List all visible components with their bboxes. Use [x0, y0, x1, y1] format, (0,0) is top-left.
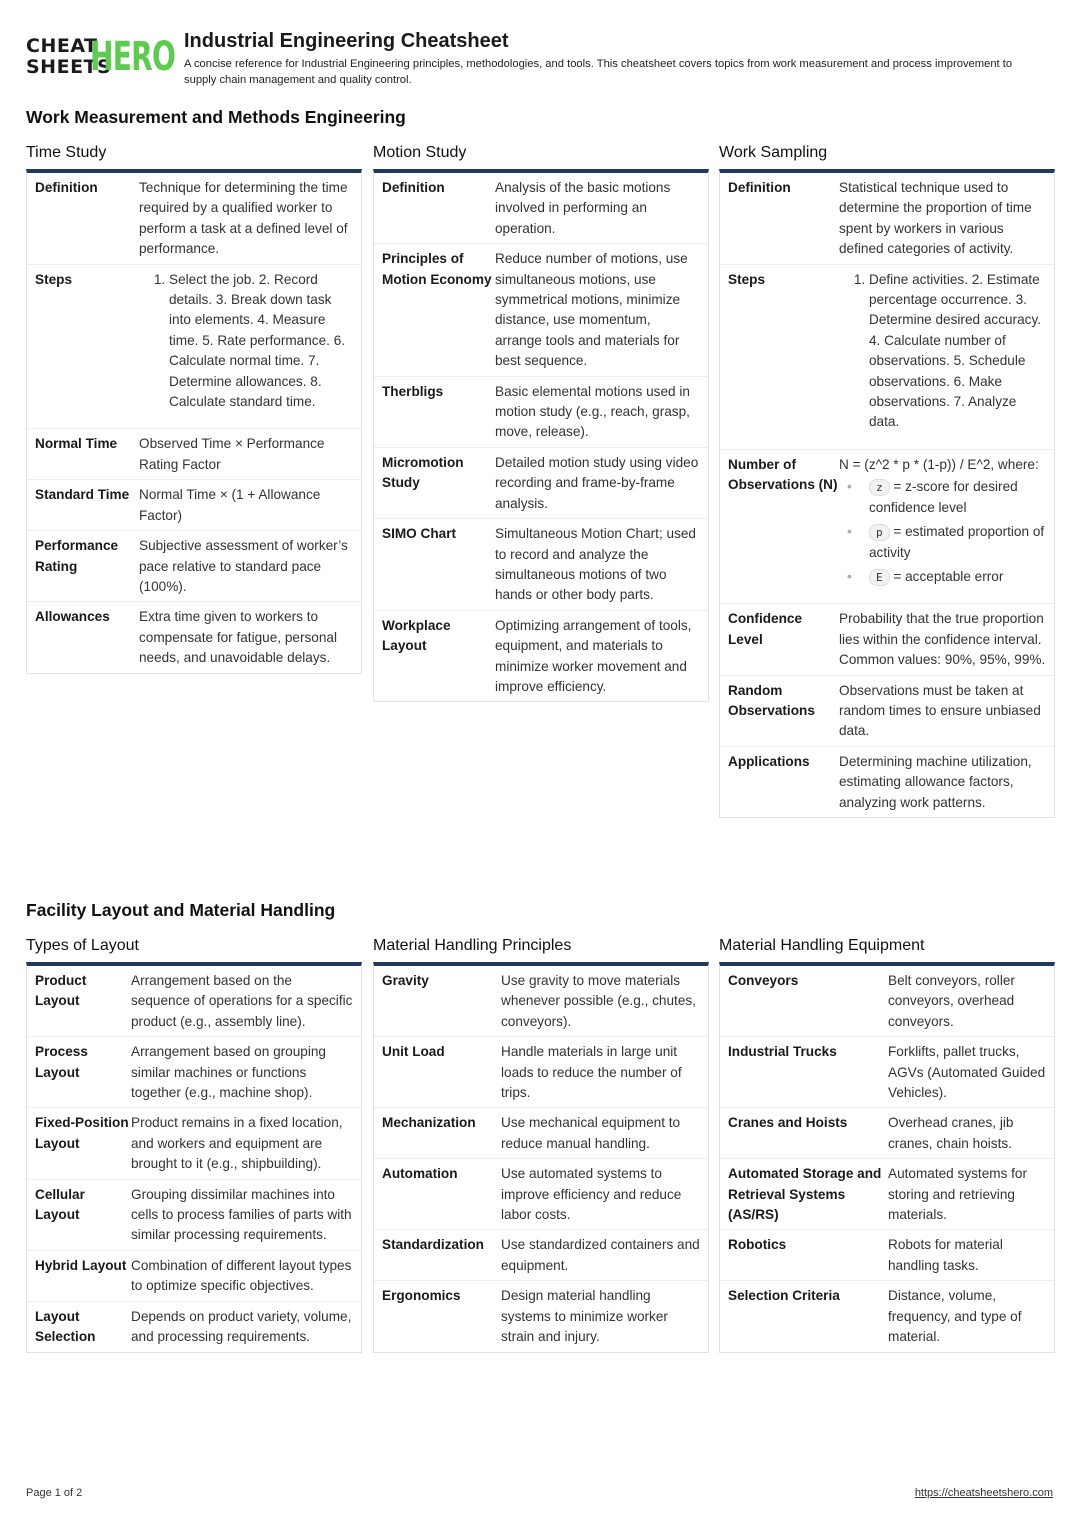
card-title: Motion Study [373, 144, 467, 161]
row-term: SIMO Chart [382, 526, 457, 542]
row-term: Definition [382, 180, 445, 195]
variable-description: = estimated proportion of activity [869, 524, 1045, 560]
table-row [720, 1159, 1054, 1230]
row-term: Cellular Layout [35, 1186, 85, 1223]
table-row [27, 1108, 361, 1179]
row-description: Determining machine utilization, estimating allowance factors, analyzing work patterns. [839, 753, 1032, 810]
row-term: Principles of Motion Economy [382, 251, 492, 287]
row-term: Process Layout [35, 1044, 88, 1080]
row-term: Therbligs [382, 383, 444, 399]
row-term: Gravity [382, 973, 429, 988]
table-row [374, 1037, 708, 1108]
table-row [27, 265, 361, 430]
row-description: Optimizing arrangement of tools, equipment, and materials to minimize worker movement and improve efficiency. [495, 617, 692, 694]
table-row [720, 265, 1054, 450]
table-row [374, 966, 708, 1037]
table-row [720, 173, 1054, 265]
card-title: Material Handling Equipment [719, 937, 925, 954]
site-link[interactable]: https://cheatsheetshero.com [914, 1487, 1053, 1499]
row-description: Statistical technique used to determine the proportion of time spent by workers in various defined categories of activity. [839, 180, 1032, 257]
row-term: Steps [728, 271, 766, 287]
row-description: Combination of different layout types to optimize specific objectives. [131, 1257, 352, 1294]
card-material-handling-principles [373, 936, 709, 1353]
row-description: Forklifts, pallet trucks, AGVs (Automated Guided Vehicles). [888, 1044, 1046, 1101]
row-description: Reduce number of motions, use simultaneous motions, use symmetrical motions, minimize distance, use momentum, arrange tools and materials for best sequence. [495, 251, 688, 369]
card-material-handling-equipment [719, 936, 1055, 1353]
row-description: Observed Time × Performance Rating Factor [139, 436, 325, 472]
table-row [374, 1281, 708, 1351]
card-table [26, 962, 362, 1353]
row-term: Robotics [728, 1237, 787, 1253]
row-term: Applications [728, 753, 810, 769]
row-term: Confidence Level [728, 611, 803, 647]
row-description: Design material handling systems to minimize worker strain and injury. [501, 1288, 668, 1345]
row-term: Standard Time [35, 487, 130, 503]
row-description: Extra time given to workers to compensate for fatigue, personal needs, and unavoidable delays. [139, 609, 337, 666]
table-row [374, 1159, 708, 1230]
section-title-work-measurement: Work Measurement and Methods Engineering [26, 107, 406, 127]
row-description: Arrangement based on the sequence of operations for a specific product (e.g., assembly line). [131, 973, 353, 1029]
row-description [839, 455, 1046, 591]
card-table [719, 962, 1055, 1353]
row-term: Automation [382, 1166, 458, 1182]
card-work-sampling [719, 143, 1055, 818]
row-description [839, 270, 1046, 433]
row-term: Normal Time [35, 436, 118, 452]
row-description: Technique for determining the time required by a qualified worker to perform a task at a defined level of performance. [139, 180, 348, 257]
card-title: Material Handling Principles [373, 937, 572, 954]
row-description: Automated systems for storing and retrieving materials. [888, 1166, 1028, 1223]
table-row [374, 611, 708, 702]
row-description: Arrangement based on grouping similar machines or functions together (e.g., machine shop). [131, 1044, 326, 1101]
table-row [374, 173, 708, 244]
card-title: Work Sampling [719, 144, 828, 161]
row-term: Fixed-Position Layout [35, 1115, 129, 1151]
table-row [720, 450, 1054, 604]
row-term: Unit Load [382, 1044, 445, 1060]
row-description: Simultaneous Motion Chart; used to record and analyze the simultaneous motions of two hands or other body parts. [495, 526, 696, 603]
card-table [373, 169, 709, 702]
row-term: Layout Selection [35, 1308, 96, 1345]
card-motion-study [373, 143, 709, 702]
list-item: 1. Select the job. 2. Record details. 3. Break down task into elements. 4. Measure time. 5. Rate performance. 6. Calculate normal time. 7. Determine allowances. 8. Calculate standard time. [169, 270, 353, 413]
row-term: Micromotion Study [382, 454, 464, 491]
row-description: Detailed motion study using video recording and frame-by-frame analysis. [495, 454, 699, 511]
table-row [374, 244, 708, 376]
section-title-facility-layout: Facility Layout and Material Handling [26, 900, 336, 920]
cheatsheetshero-logo[interactable] [26, 34, 176, 80]
steps-list [839, 270, 1046, 433]
code-chip: z [869, 479, 890, 496]
table-row [27, 1037, 361, 1108]
row-description: Use automated systems to improve efficiency and reduce labor costs. [501, 1166, 682, 1223]
row-description: Depends on product variety, volume, and processing requirements. [131, 1308, 352, 1345]
table-row [27, 602, 361, 672]
row-description: Basic elemental motions used in motion study (e.g., reach, grasp, move, release). [495, 383, 690, 440]
table-row [720, 966, 1054, 1037]
table-row [374, 1230, 708, 1281]
list-item [839, 567, 1046, 587]
card-table [719, 169, 1055, 818]
table-row [374, 519, 708, 611]
row-term: Mechanization [382, 1115, 476, 1131]
row-term: Number of Observations (N) [728, 456, 838, 493]
card-table [373, 962, 709, 1353]
card-title: Time Study [26, 144, 107, 161]
row-description: Distance, volume, frequency, and type of material. [888, 1288, 1022, 1345]
table-row [27, 1180, 361, 1251]
card-time-study [26, 143, 362, 674]
row-description: Normal Time × (1 + Allowance Factor) [139, 487, 321, 523]
code-chip: E [869, 569, 890, 586]
logo-text-hero: HERO [90, 34, 176, 80]
page-subtitle: A concise reference for Industrial Engineering principles, methodologies, and tools. This cheatsheet covers topics from work measurement and process improvement to supply chain management and quality control. [184, 58, 1013, 86]
table-row [27, 531, 361, 602]
card-title: Types of Layout [26, 937, 139, 954]
formula-text: N = (z^2 * p * (1-p)) / E^2, where: [839, 456, 1039, 472]
list-item [839, 477, 1046, 518]
table-row [720, 1230, 1054, 1281]
page-header [26, 30, 1056, 90]
table-row [374, 1108, 708, 1159]
table-row [27, 480, 361, 531]
row-description: Analysis of the basic motions involved in performing an operation. [495, 180, 671, 236]
row-term: Conveyors [728, 973, 799, 988]
page-number: Page 1 of 2 [26, 1487, 83, 1499]
row-term: Allowances [35, 609, 110, 625]
table-row [27, 1251, 361, 1302]
variable-description: = z-score for desired confidence level [869, 479, 1018, 515]
table-row [27, 173, 361, 265]
row-term: Ergonomics [382, 1288, 461, 1304]
logo-text-cheat: CHEAT [26, 35, 98, 57]
row-term: Performance Rating [35, 538, 119, 574]
row-term: Hybrid Layout [35, 1257, 127, 1273]
row-term: Automated Storage and Retrieval Systems (AS/RS) [728, 1166, 882, 1223]
variable-list [839, 477, 1046, 587]
row-description: Observations must be taken at random times to ensure unbiased data. [839, 682, 1041, 739]
row-term: Workplace Layout [382, 617, 451, 654]
row-description: Use gravity to move materials whenever possible (e.g., chutes, conveyors). [501, 973, 696, 1029]
variable-description: = acceptable error [893, 568, 1004, 584]
card-types-of-layout [26, 936, 362, 1353]
table-row [374, 377, 708, 448]
row-description: Handle materials in large unit loads to reduce the number of trips. [501, 1044, 682, 1101]
page-title: Industrial Engineering Cheatsheet [184, 30, 509, 52]
table-row [27, 429, 361, 480]
table-row [374, 448, 708, 519]
row-term: Definition [728, 180, 791, 195]
card-table [26, 169, 362, 674]
list-item: 1. Define activities. 2. Estimate percentage occurrence. 3. Determine desired accuracy. 4. Calculate number of observations. 5. Schedule observations. 6. Make observations. 7. Analyze data. [869, 270, 1046, 433]
row-description: Subjective assessment of worker’s pace relative to standard pace (100%). [139, 538, 348, 594]
table-row [720, 1037, 1054, 1108]
row-description [139, 270, 353, 413]
table-row [27, 1302, 361, 1352]
table-row [27, 966, 361, 1037]
row-term: Definition [35, 180, 98, 195]
row-description: Product remains in a fixed location, and workers and equipment are brought to it (e.g., shipbuilding). [131, 1115, 343, 1172]
row-description: Overhead cranes, jib cranes, chain hoists. [888, 1115, 1014, 1151]
list-item [839, 522, 1046, 563]
row-term: Random Observations [728, 682, 815, 718]
table-row [720, 1108, 1054, 1159]
row-description: Grouping dissimilar machines into cells to process families of parts with similar processing requirements. [131, 1186, 352, 1243]
row-description: Use standardized containers and equipment. [501, 1237, 700, 1273]
table-row [720, 747, 1054, 817]
row-term: Steps [35, 271, 73, 287]
row-description: Robots for material handling tasks. [888, 1237, 1003, 1273]
row-term: Selection Criteria [728, 1288, 840, 1304]
row-term: Industrial Trucks [728, 1044, 837, 1060]
row-description: Use mechanical equipment to reduce manual handling. [501, 1115, 681, 1151]
table-row [720, 676, 1054, 747]
table-row [720, 604, 1054, 675]
row-term: Cranes and Hoists [728, 1115, 848, 1131]
row-term: Product Layout [35, 973, 87, 1009]
table-row [720, 1281, 1054, 1351]
steps-list [139, 270, 353, 413]
row-description: Belt conveyors, roller conveyors, overhead conveyors. [888, 973, 1015, 1029]
code-chip: p [869, 524, 890, 541]
logo-text-sheets: SHEETS [26, 56, 112, 78]
row-description: Probability that the true proportion lies within the confidence interval. Common values: 90%, 95%, 99%. [839, 611, 1046, 668]
row-term: Standardization [382, 1237, 484, 1253]
